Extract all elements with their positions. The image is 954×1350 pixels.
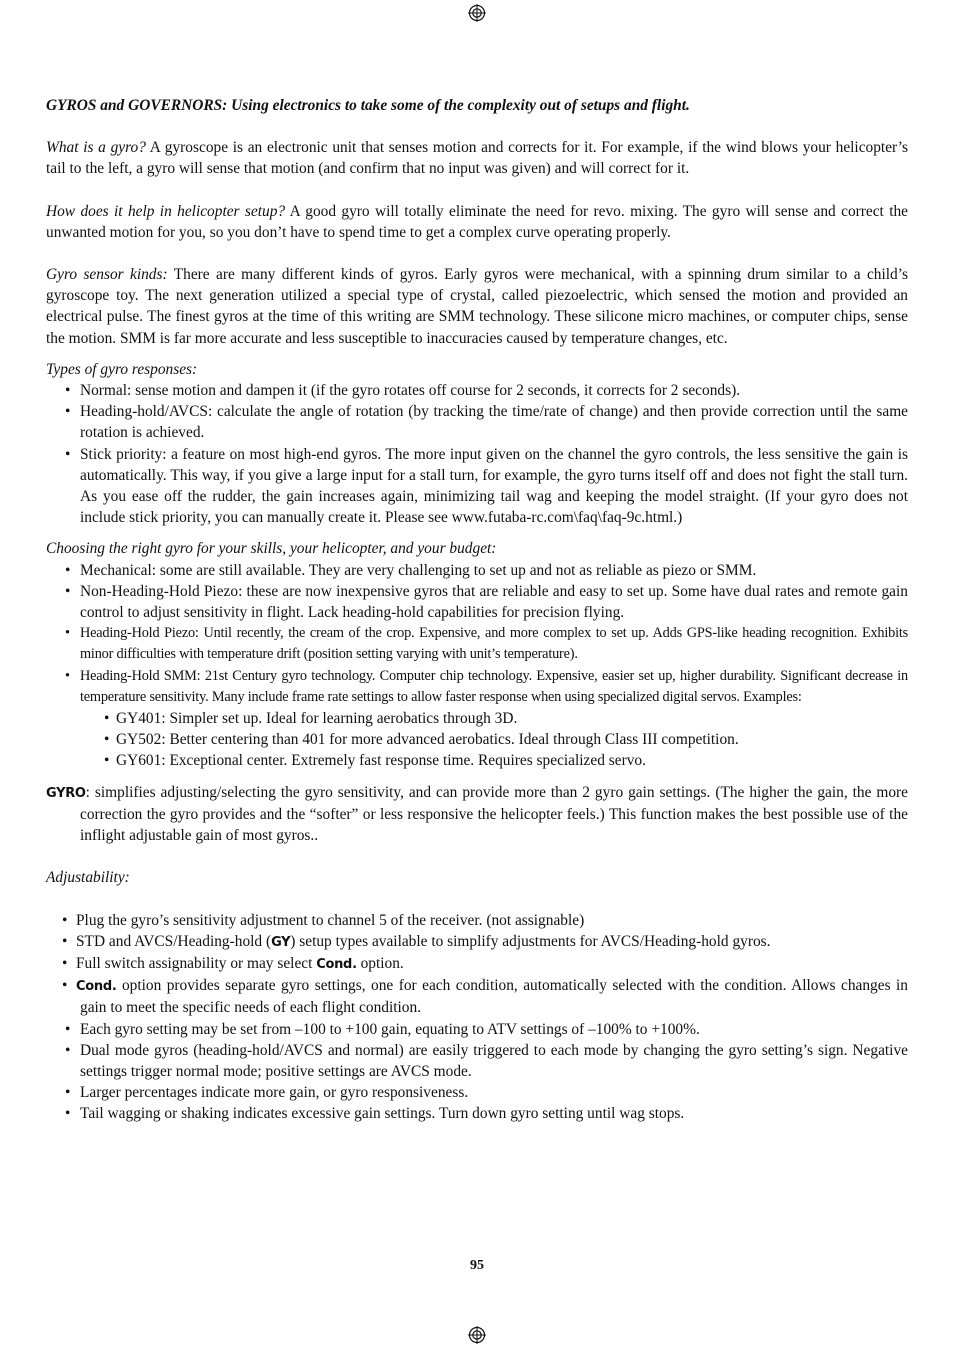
responses-list xyxy=(46,380,908,528)
list-item xyxy=(46,975,908,1018)
list-item: • Each gyro setting may be set from –100 to +100 gain, equating to ATV settings of –100% to +100%. xyxy=(46,1019,908,1040)
list-item: • Non-Heading-Hold Piezo: these are now inexpensive gyros that are reliable and easy to set up. Some have dual rates and remote gain control to adjust sensitivity in flight. Lack heading-hold capabilities for precision flying. xyxy=(46,581,908,623)
item-text: option. xyxy=(356,954,404,972)
adjustability-list xyxy=(46,910,908,1125)
item-text: STD and AVCS/Heading-hold ( xyxy=(76,932,272,950)
section-lead: How does it help in helicopter setup? xyxy=(46,202,286,220)
section-body: There are many different kinds of gyros. Early gyros were mechanical, with a spinning drum similar to a child’s gyroscope toy. The next generation utilized a special type of crystal, called piezoelectric, which sensed the motion and provided an electrical pulse. The finest gyros at the time of this writing are SMM technology. These silicone micro machines, or computer chips, sense the motion. SMM is far more accurate and less susceptible to inaccuracies caused by temperature changes, etc. xyxy=(46,266,908,347)
cond-label: Cond. xyxy=(316,956,357,972)
section-helicopter-setup xyxy=(46,201,908,243)
list-item: • Heading-hold/AVCS: calculate the angle of rotation (by tracking the time/rate of change) and then provide correction until the same rotation is achieved. xyxy=(46,401,908,443)
gyro-function-text: : simplifies adjusting/selecting the gyro sensitivity, and can provide more than 2 gyro gain settings. (The higher the gain, the more correction the gyro provides and the “softer” or less responsive the helicopter feels.) This function makes the best possible use of the inflight adjustable gain of most gyros.. xyxy=(80,783,908,845)
choosing-list xyxy=(46,560,908,708)
list-item: • Plug the gyro’s sensitivity adjustment to channel 5 of the receiver. (not assignable) xyxy=(46,910,908,931)
section-lead: What is a gyro? xyxy=(46,139,146,157)
examples-list xyxy=(46,708,908,772)
list-item: • Stick priority: a feature on most high-end gyros. The more input given on the channel the gyro controls, the less sensitive the gain is automatically. This way, if you give a large input for a stall turn, for example, the gyro turns itself off and does not fight the stall turn. As you ease off the rudder, the gain increases again, minimizing tail wag and keeping the model straight. (If your gyro does not include stick priority, you can manually create it. Please see www.futaba-rc.com\faq\faq-9c.html.) xyxy=(46,444,908,529)
cond-label: Cond. xyxy=(76,979,117,995)
list-item xyxy=(46,953,908,975)
choosing-heading: Choosing the right gyro for your skills, your helicopter, and your budget: xyxy=(46,540,497,558)
section-body: A good gyro will totally eliminate the need for revo. mixing. The gyro will sense and correct the unwanted motion for you, so you don’t have to spend time to get a complex curve operating properly. xyxy=(46,202,909,241)
section-body: A gyroscope is an electronic unit that senses motion and corrects for it. For example, if the wind blows your helicopter’s tail to the left, a gyro will sense that motion (and confirm that no input was given) and will correct for it. xyxy=(46,139,909,178)
list-item xyxy=(46,931,908,953)
list-item: • Normal: sense motion and dampen it (if the gyro rotates off course for 2 seconds, it corrects for 2 seconds). xyxy=(46,380,908,401)
list-item: • Larger percentages indicate more gain, or gyro responsiveness. xyxy=(46,1082,908,1103)
gy-label: GY xyxy=(271,934,291,950)
list-item: • Heading-Hold SMM: 21st Century gyro technology. Computer chip technology. Expensive, easier set up, higher durability. Significant decrease in temperature sensitivity. Many include frame rate settings to allow faster response when using specialized digital servos. Examples: xyxy=(46,666,908,708)
list-item: • Mechanical: some are still available. They are very challenging to set up and not as reliable as piezo or SMM. xyxy=(46,560,908,581)
list-item: • GY502: Better centering than 401 for more advanced aerobatics. Ideal through Class III competition. xyxy=(46,729,908,750)
section-what-is-gyro xyxy=(46,137,908,179)
section-sensor-kinds xyxy=(46,264,908,349)
gyro-function-label: GYRO xyxy=(46,785,86,801)
list-item: • Heading-Hold Piezo: Until recently, the cream of the crop. Expensive, and more complex to set up. Adds GPS-like heading recognition. Exhibits minor difficulties with temperature drift (position setting varying with unit’s temperature). xyxy=(46,623,908,665)
list-item: • GY401: Simpler set up. Ideal for learning aerobatics through 3D. xyxy=(46,708,908,729)
responses-heading: Types of gyro responses: xyxy=(46,360,198,378)
gyro-function-description xyxy=(46,782,908,847)
list-item: • GY601: Exceptional center. Extremely fast response time. Requires specialized servo. xyxy=(46,750,908,771)
item-text: ) setup types available to simplify adjustments for AVCS/Heading-hold gyros. xyxy=(290,932,771,950)
item-text: option provides separate gyro settings, one for each condition, automatically selected with the condition. Allows changes in gain to meet the specific needs of each flight condition. xyxy=(80,977,908,1017)
item-text: Full switch assignability or may select xyxy=(76,954,317,972)
list-item: • Tail wagging or shaking indicates excessive gain settings. Turn down gyro setting until wag stops. xyxy=(46,1103,908,1124)
adjustability-heading: Adjustability: xyxy=(46,869,130,887)
registration-mark-icon xyxy=(468,4,486,22)
list-item: • Dual mode gyros (heading-hold/AVCS and normal) are easily triggered to each mode by changing the gyro setting’s sign. Negative settings trigger normal mode; positive settings are AVCS mode. xyxy=(46,1040,908,1082)
section-lead: Gyro sensor kinds: xyxy=(46,266,168,284)
registration-mark-icon xyxy=(468,1326,486,1344)
main-content xyxy=(46,95,908,1125)
page-number: 95 xyxy=(470,1258,484,1273)
page-title: GYROS and GOVERNORS: Using electronics to take some of the complexity out of setups and flight. xyxy=(46,97,690,114)
